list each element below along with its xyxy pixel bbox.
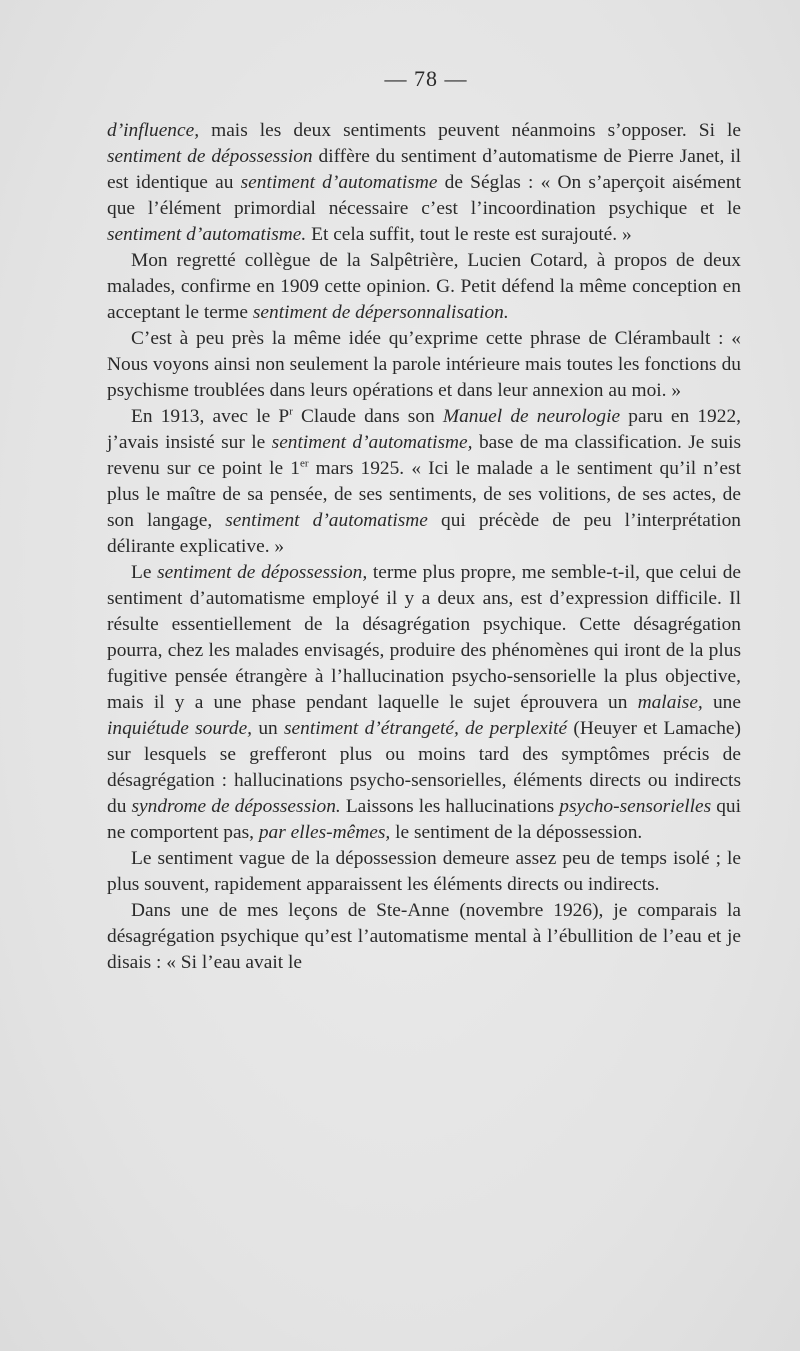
italic-text: sentiment de dépossession,	[157, 562, 368, 583]
italic-text: inquiétude sourde,	[107, 718, 253, 739]
italic-text: d’influence,	[107, 120, 200, 141]
italic-text: sentiment de dépersonnalisation.	[252, 302, 509, 323]
text-run: (Heuyer et Lamache) sur lesquels se grefferont plus ou moins tard des symptômes précis de désagrégation : hallucinations psycho-sensorielles, éléments directs ou indirects du	[107, 718, 741, 817]
paragraph	[107, 248, 741, 326]
text-run: C’est à peu près la même idée qu’exprime cette phrase de Clérambault : « Nous voyons ainsi non seulement la parole intérieure mais toutes les fonctions du psychisme troublées dans leurs opérations et dans leur annexion au moi. »	[107, 328, 741, 401]
text-run: de Séglas : « On s’aperçoit aisément que l’élément primordial nécessaire c’est l’incoordination psychique et le	[107, 172, 741, 219]
text-run: Laissons les hallucinations	[340, 796, 560, 817]
paragraph	[107, 898, 741, 976]
text-run: Et cela suffit, tout le reste est surajouté. »	[306, 224, 632, 245]
text-run: Dans une de mes leçons de Ste-Anne (novembre 1926), je comparais la désagrégation psychique qu’est l’automatisme mental à l’ébullition de l’eau et je disais : « Si l’eau avait le	[107, 900, 741, 973]
text-run: Le sentiment vague de la dépossession demeure assez peu de temps isolé ; le plus souvent, rapidement apparaissent les éléments directs ou indirects.	[107, 848, 741, 895]
italic-text: sentiment d’étrangeté, de perplexité	[283, 718, 568, 739]
italic-text: malaise,	[637, 692, 703, 713]
text-run: En 1913, avec le P	[131, 406, 290, 427]
text-run: un	[252, 718, 284, 739]
text-run: paru en 1922, j’avais insisté sur le	[107, 406, 741, 453]
body-text	[107, 118, 741, 976]
italic-text: syndrome de dépossession.	[131, 796, 341, 817]
text-run: base de ma classification. Je suis revenu sur ce point le 1	[107, 432, 742, 479]
paragraph	[107, 560, 741, 846]
text-run: terme plus propre, me semble-t-il, que celui de sentiment d’automatisme employé il y a deux ans, est d’expression difficile. Il résulte essentiellement de la désagrégation psychique. Cette désagrégation pourra, chez les malades envisagés, produire des phénomènes qui iront de la plus fugitive pensée étrangère à l’hallucination psycho-sensorielle la plus objective, mais il y a une phase pendant laquelle le sujet éprouvera un	[107, 562, 741, 713]
text-run: une	[702, 692, 741, 713]
italic-text: sentiment d’automatisme	[240, 172, 438, 193]
superscript: er	[299, 457, 309, 470]
paragraph	[107, 326, 741, 404]
italic-text: sentiment de dépossession	[107, 146, 313, 167]
text-run: diffère du sentiment d’automatisme de Pierre Janet, il est identique au	[107, 146, 741, 193]
paragraph	[107, 118, 741, 248]
text-run: mars 1925. « Ici le malade a le sentiment qu’il n’est plus le maître de sa pensée, de ses sentiments, de ses volitions, de ses actes, de son langage,	[107, 458, 741, 531]
text-run: mais les deux sentiments peuvent néanmoins s’opposer. Si le	[199, 120, 741, 141]
paragraph	[107, 846, 741, 898]
text-run: Claude dans son	[292, 406, 443, 427]
text-run: le sentiment de la dépossession.	[390, 822, 643, 843]
text-run: Le	[131, 562, 158, 583]
italic-text: sentiment d’automatisme.	[107, 224, 307, 245]
italic-text: par elles-mêmes,	[258, 822, 391, 843]
italic-text: sentiment d’automatisme,	[271, 432, 473, 453]
superscript: r	[289, 405, 293, 418]
text-run: Mon regretté collègue de la Salpêtrière, Lucien Cotard, à propos de deux malades, confirme en 1909 cette opinion. G. Petit défend la même conception en acceptant le terme	[107, 250, 741, 323]
text-run: qui ne comportent pas,	[107, 796, 742, 843]
italic-text: Manuel de neurologie	[442, 406, 621, 427]
page-number: — 78 —	[384, 66, 468, 91]
text-run: qui précède de peu l’interprétation délirante explicative. »	[107, 510, 741, 557]
italic-text: psycho-sensorielles	[559, 796, 712, 817]
italic-text: sentiment d’automatisme	[225, 510, 428, 531]
paragraph	[107, 404, 741, 560]
